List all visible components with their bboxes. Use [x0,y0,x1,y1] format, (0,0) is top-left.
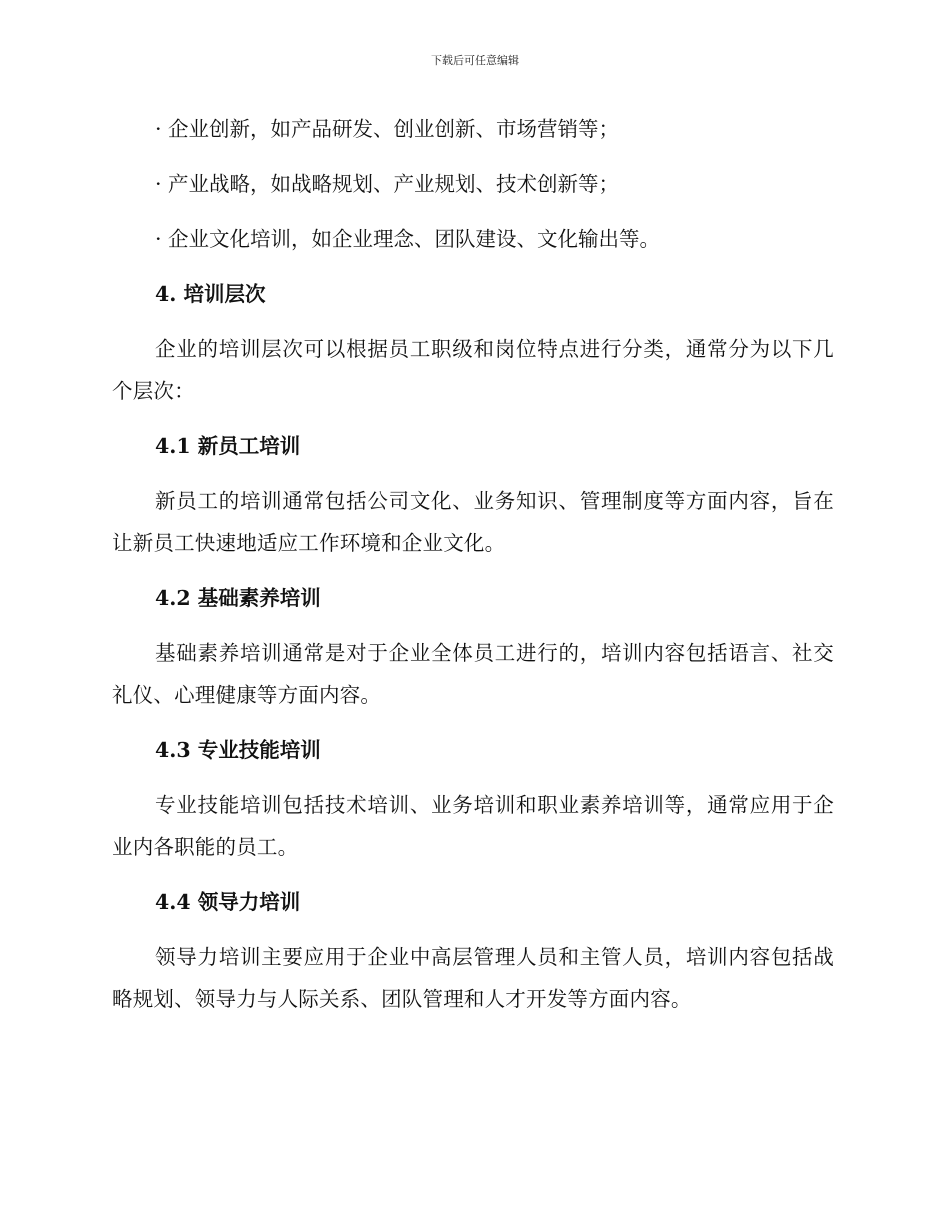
bullet-item: · 企业创新，如产品研发、创业创新、市场营销等； [155,117,620,141]
section-heading-4-1: 4.1 新员工培训 [155,434,301,458]
document-body [112,108,834,1033]
page-header: 下载后可任意编辑 [431,54,519,67]
section-heading-4-4: 4.4 领导力培训 [155,890,301,914]
section-paragraph-4: 企业的培训层次可以根据员工职级和岗位特点进行分类，通常分为以下几个层次： [112,337,834,403]
section-heading-4-2: 4.2 基础素养培训 [155,586,321,610]
section-heading-4: 4. 培训层次 [155,282,266,306]
section-paragraph-4-3: 专业技能培训包括技术培训、业务培训和职业素养培训等，通常应用于企业内各职能的员工。 [112,793,834,859]
section-paragraph-4-2: 基础素养培训通常是对于企业全体员工进行的，培训内容包括语言、社交礼仪、心理健康等方面内容。 [112,641,834,707]
section-paragraph-4-1: 新员工的培训通常包括公司文化、业务知识、管理制度等方面内容，旨在让新员工快速地适应工作环境和企业文化。 [112,489,834,555]
section-heading-4-3: 4.3 专业技能培训 [155,738,321,762]
bullet-item: · 产业战略，如战略规划、产业规划、技术创新等； [155,172,620,196]
bullet-item: · 企业文化培训，如企业理念、团队建设、文化输出等。 [155,227,661,251]
section-paragraph-4-4: 领导力培训主要应用于企业中高层管理人员和主管人员，培训内容包括战略规划、领导力与人际关系、团队管理和人才开发等方面内容。 [112,945,834,1011]
